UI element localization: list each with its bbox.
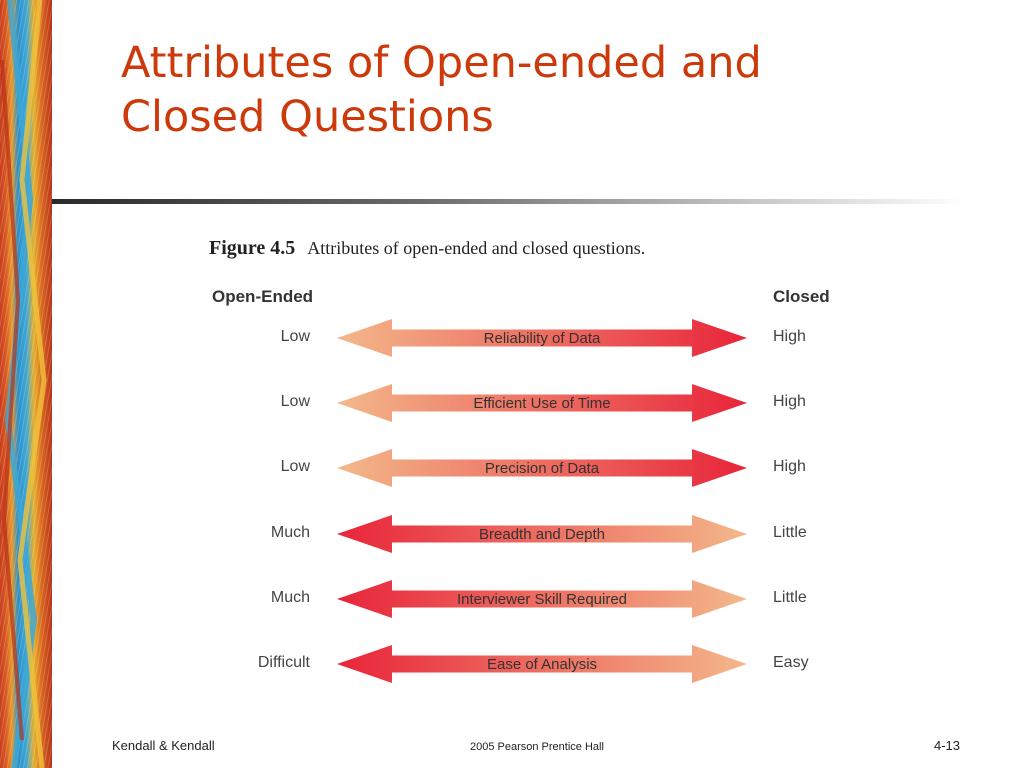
arrow-label: Ease of Analysis — [486, 656, 598, 673]
closed-value: High — [773, 393, 806, 410]
arrow-label: Reliability of Data — [483, 330, 601, 347]
footer-copyright: 2005 Pearson Prentice Hall — [470, 741, 604, 753]
open-ended-header: Open-Ended — [212, 287, 314, 306]
closed-value: High — [773, 328, 806, 345]
open-ended-value: Much — [270, 589, 310, 606]
title-line-2: Closed Questions — [121, 92, 494, 142]
arrow-label: Precision of Data — [484, 460, 600, 477]
arrow-label: Breadth and Depth — [479, 526, 605, 543]
closed-header: Closed — [773, 287, 830, 306]
closed-value: Easy — [773, 654, 809, 671]
title-line-1: Attributes of Open-ended and — [121, 38, 762, 88]
figure-caption-text: Attributes of open-ended and closed questions. — [307, 238, 646, 258]
open-ended-value: Much — [270, 524, 310, 541]
footer-slide-number: 4-13 — [934, 738, 961, 753]
open-ended-value: Low — [280, 458, 310, 475]
open-ended-value: Low — [280, 393, 310, 410]
closed-value: Little — [773, 524, 807, 541]
footer-author: Kendall & Kendall — [112, 738, 215, 753]
arrow-label: Efficient Use of Time — [473, 395, 611, 412]
closed-value: High — [773, 458, 806, 475]
open-ended-value: Difficult — [257, 654, 310, 671]
figure-number: Figure 4.5 — [209, 237, 296, 259]
open-ended-value: Low — [280, 328, 310, 345]
arrow-label: Interviewer Skill Required — [456, 591, 628, 608]
closed-value: Little — [773, 589, 807, 606]
